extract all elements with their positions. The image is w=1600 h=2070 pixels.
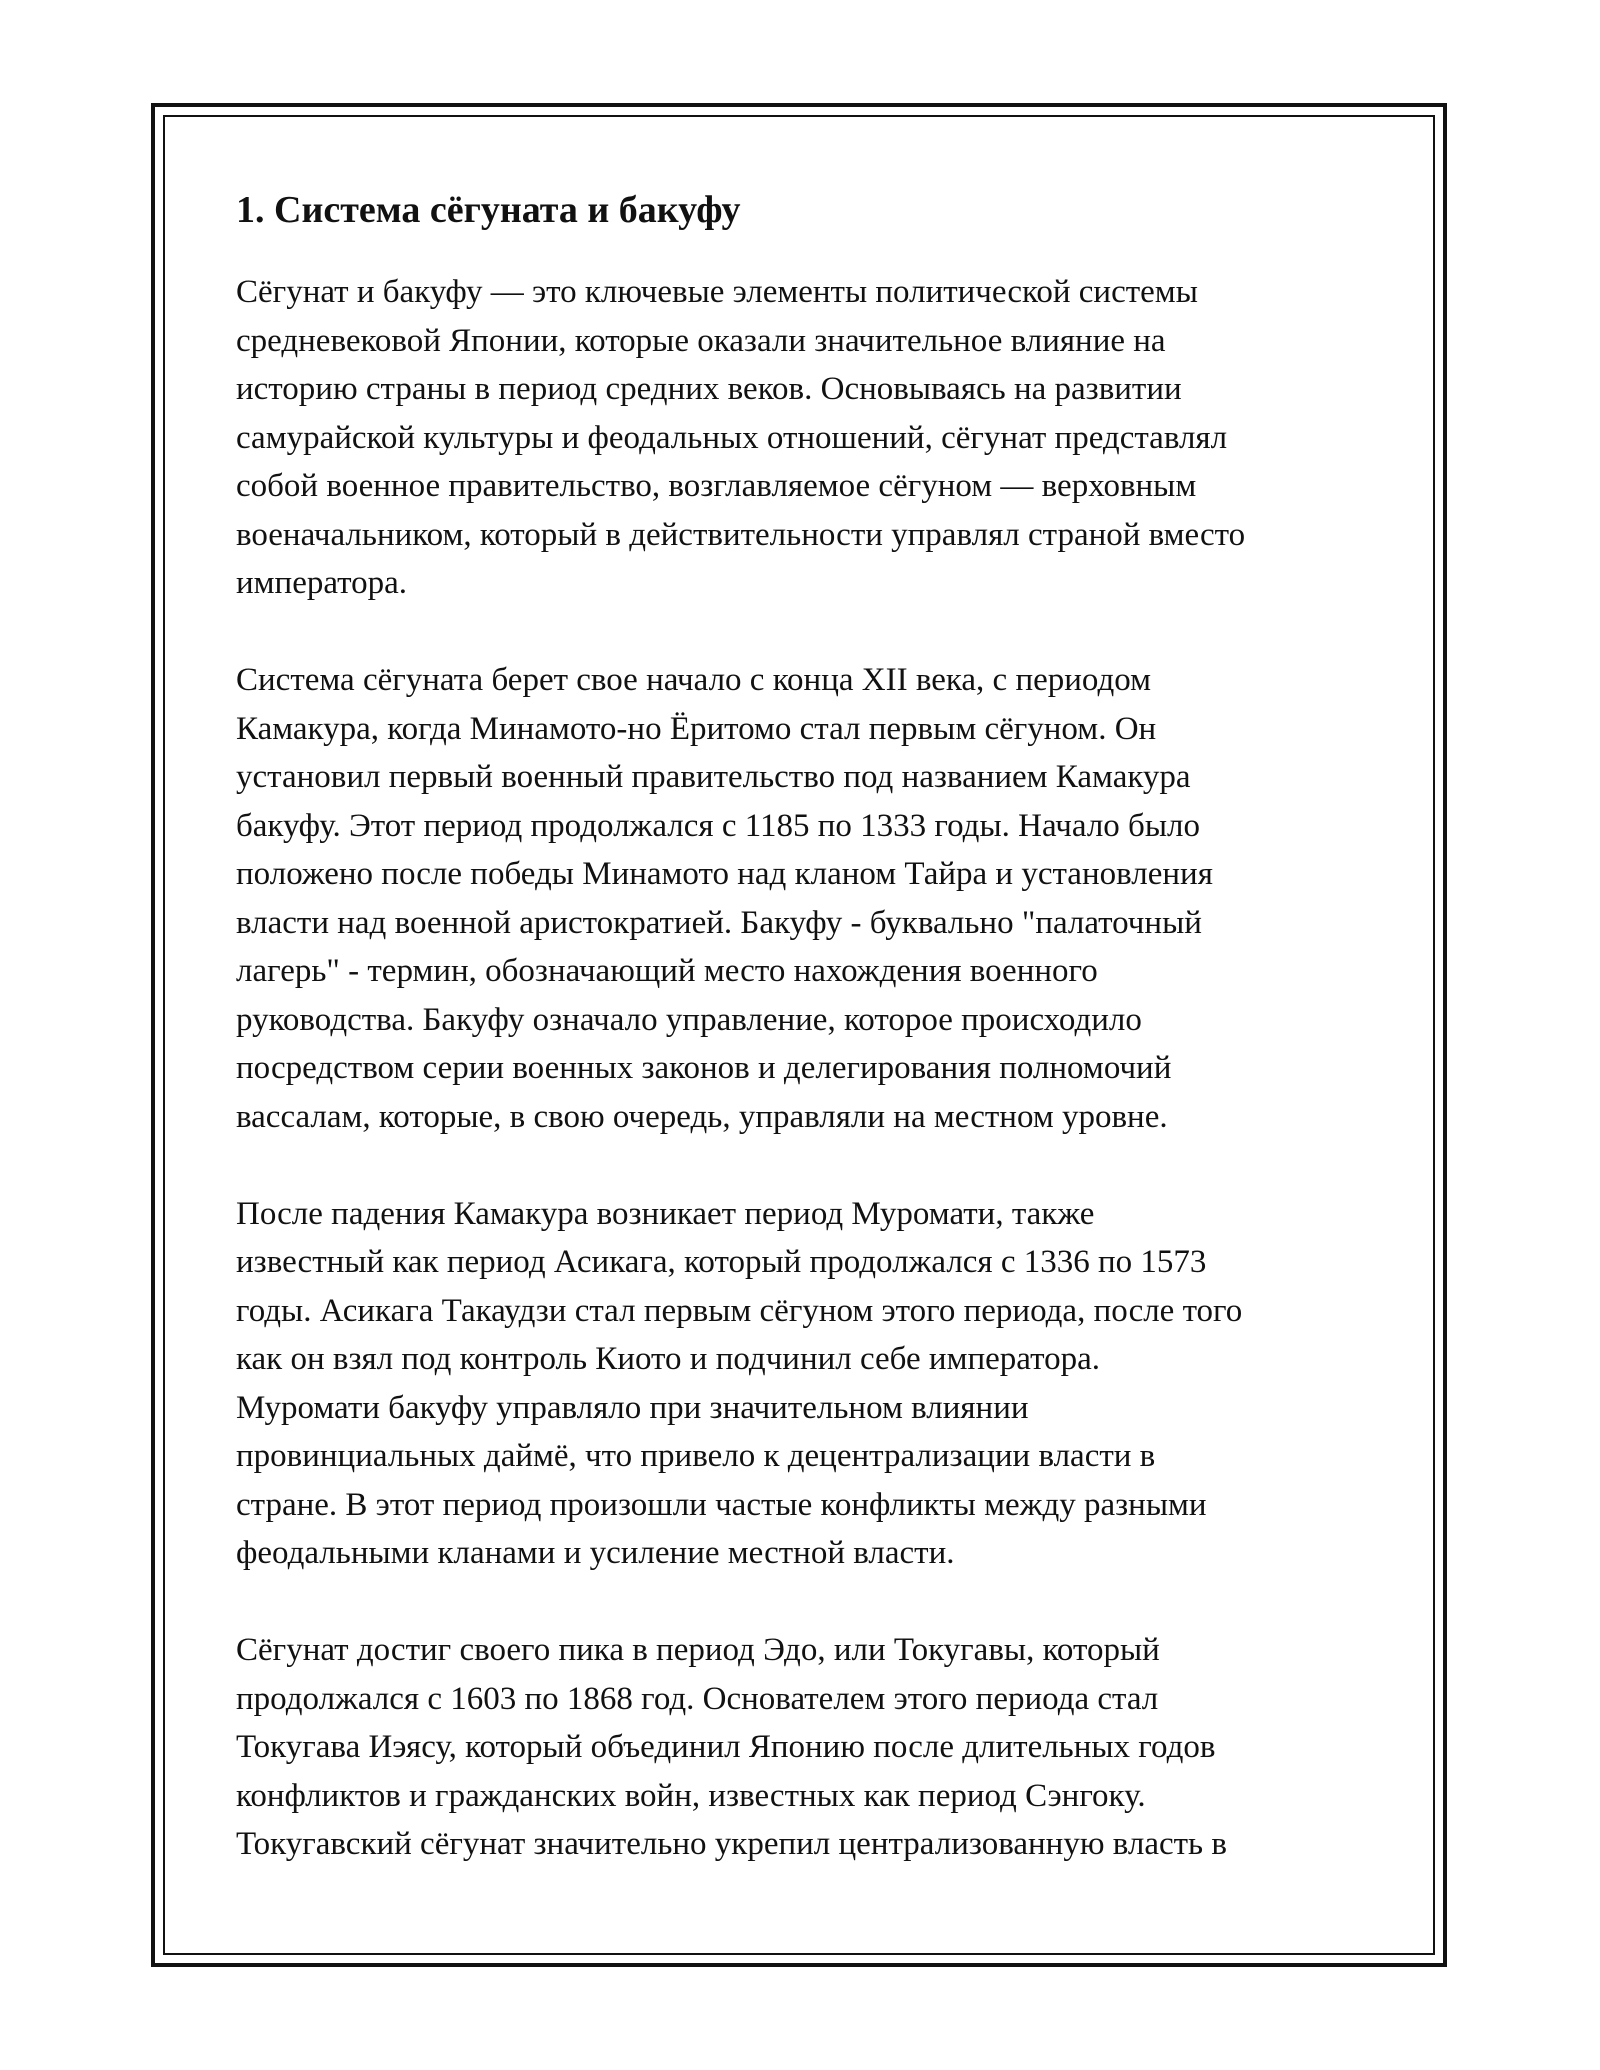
- section-heading: 1. Система сёгуната и бакуфу: [236, 189, 741, 231]
- document-body: [236, 186, 1376, 1917]
- paragraph-1: Сёгунат и бакуфу — это ключевые элементы политической системы средневековой Японии, которые оказали значительное влияние на историю страны в период средних веков. Основываясь на развитии самурайской культуры и феодальных отношений, сёгунат представлял собой военное правительство, возглавляемое сёгуном — верховным военачальником, который в действительности управлял страной вместо императора.: [236, 274, 1246, 601]
- paragraph-2: Система сёгуната берет свое начало с конца XII века, с периодом Камакура, когда Минамото-но Ёритомо стал первым сёгуном. Он установил первый военный правительство под названием Камакура бакуфу. Этот период продолжался с 1185 по 1333 годы. Начало было положено после победы Минамото над кланом Тайра и установления власти над военной аристократией. Бакуфу - буквально "палаточный лагерь" - термин, обозначающий место нахождения военного руководства. Бакуфу означало управление, которое происходило посредством серии военных законов и делегирования полномочий вассалам, которые, в свою очередь, управляли на местном уровне.: [236, 662, 1213, 1135]
- paragraph-3: После падения Камакура возникает период Муромати, также известный как период Асикага, который продолжался с 1336 по 1573 годы. Асикага Такаудзи стал первым сёгуном этого периода, после того как он взял под контроль Киото и подчинил себе императора. Муромати бакуфу управляло при значительном влиянии провинциальных даймё, что привело к децентрализации власти в стране. В этот период произошли частые конфликты между разными феодальными кланами и усиление местной власти.: [236, 1195, 1243, 1571]
- paragraph-4: Сёгунат достиг своего пика в период Эдо, или Токугавы, который продолжался с 1603 по 1868 год. Основателем этого периода стал Токугава Иэясу, который объединил Японию после длительных годов конфликтов и гражданских войн, известных как период Сэнгоку. Токугавский сёгунат значительно укрепил централизованную власть в: [236, 1632, 1227, 1862]
